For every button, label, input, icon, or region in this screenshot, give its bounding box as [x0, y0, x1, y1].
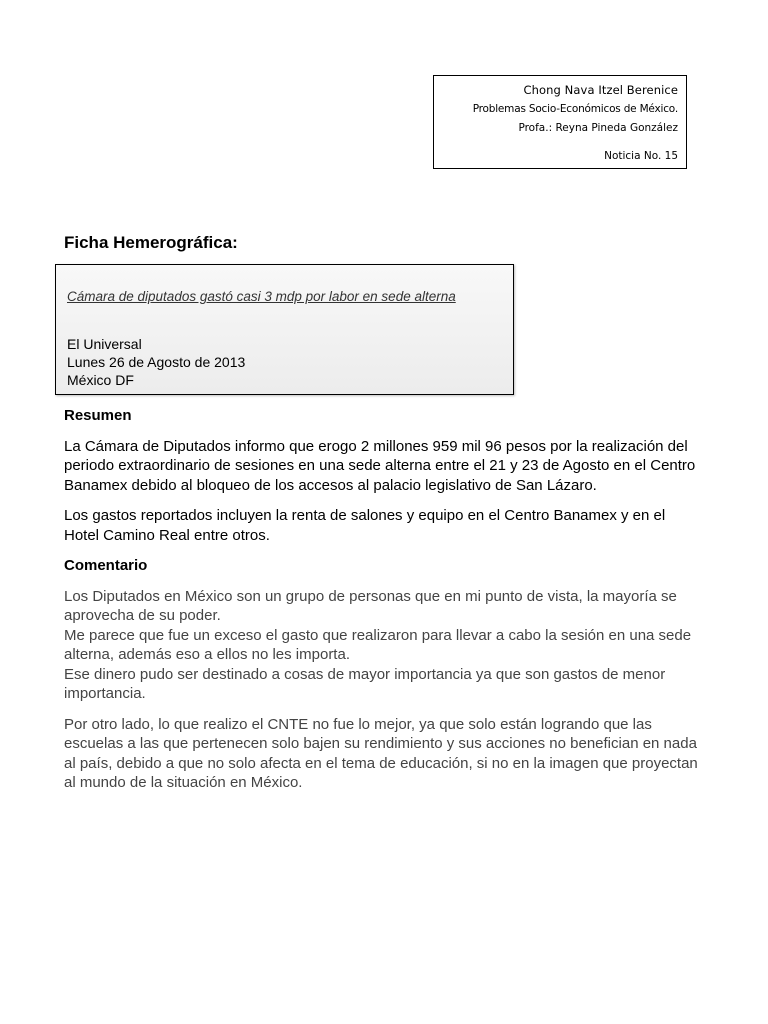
resumen-paragraph: La Cámara de Diputados informo que erogo 2 millones 959 mil 96 pesos por la realización del periodo extraordinario de sesiones en una sede alterna entre el 21 y 23 de Agosto en el Centro Banamex debido al bloqueo de los accesos al palacio legislativo de San Lázaro. — [64, 437, 696, 494]
reference-box — [55, 264, 514, 395]
comentario-section — [64, 587, 704, 793]
comentario-line: Los Diputados en México son un grupo de personas que en mi punto de vista, la mayoría se aprovecha de su poder. — [64, 587, 677, 624]
comentario-line: Ese dinero pudo ser destinado a cosas de mayor importancia ya que son gastos de menor importancia. — [64, 665, 666, 702]
document-body — [64, 406, 704, 804]
reference-details — [67, 335, 245, 389]
header-info-box — [433, 75, 687, 169]
comentario-heading: Comentario — [64, 557, 148, 574]
professor-name: Profa.: Reyna Pineda González — [518, 122, 678, 134]
article-title: Cámara de diputados gastó casi 3 mdp por labor en sede alterna — [67, 289, 456, 304]
publication-date: Lunes 26 de Agosto de 2013 — [67, 354, 246, 370]
newspaper-name: El Universal — [67, 336, 142, 352]
publication-place: México DF — [67, 372, 134, 388]
course-name: Problemas Socio-Económicos de México. — [472, 103, 678, 115]
author-name: Chong Nava Itzel Berenice — [523, 83, 678, 97]
note-number: Noticia No. 15 — [604, 150, 678, 162]
resumen-heading: Resumen — [64, 407, 132, 424]
comentario-paragraph: Por otro lado, lo que realizo el CNTE no fue lo mejor, ya que solo están logrando que las escuelas a las que pertenecen solo bajen su rendimiento y sus acciones no benefician en nada al país, debido a que no solo afecta en el tema de educación, si no en la imagen que proyectan al mundo de la situación en México. — [64, 715, 698, 791]
ficha-heading: Ficha Hemerográfica: — [64, 233, 238, 252]
resumen-paragraph: Los gastos reportados incluyen la renta de salones y equipo en el Centro Banamex y en el Hotel Camino Real entre otros. — [64, 507, 666, 544]
comentario-line: Me parece que fue un exceso el gasto que realizaron para llevar a cabo la sesión en una sede alterna, además eso a ellos no les importa. — [64, 626, 692, 663]
comentario-paragraph — [64, 587, 704, 704]
